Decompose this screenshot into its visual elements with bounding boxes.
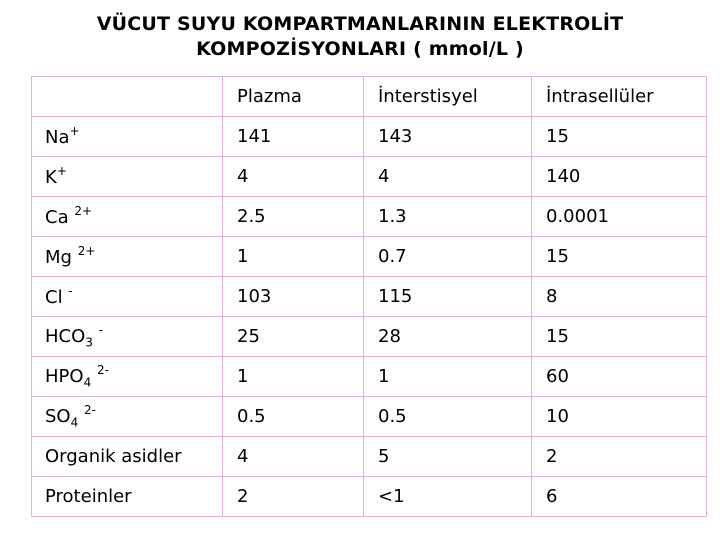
ion-charge: 2+ [74,204,93,218]
ion-charge: 2+ [77,244,96,258]
title-line-1: VÜCUT SUYU KOMPARTMANLARININ ELEKTROLİT [96,13,624,35]
ion-cell [32,357,223,397]
ion-name: Cl [45,287,69,308]
ion-name: Ca [45,207,75,228]
ion-cell [32,157,223,197]
intrasellular-value: 2 [532,437,707,477]
table-row [32,277,707,317]
header-cell-empty [32,77,223,117]
ion-cell [32,317,223,357]
intrasellular-value: 10 [532,397,707,437]
table-row [32,317,707,357]
ion-name: HPO [45,365,84,387]
ion-cell [32,237,223,277]
interstisyel-value: 4 [364,157,532,197]
table-row [32,117,707,157]
table-row [32,157,707,197]
interstisyel-value: 1 [364,357,532,397]
plazma-value: 4 [223,437,364,477]
table-row [32,397,707,437]
ion-name: HCO [45,325,86,347]
intrasellular-value: 15 [532,237,707,277]
interstisyel-value: 1.3 [364,197,532,237]
plazma-value: 103 [223,277,364,317]
ion-charge: - [68,284,73,298]
intrasellular-value: 8 [532,277,707,317]
intrasellular-value: 6 [532,477,707,517]
ion-cell [32,277,223,317]
plazma-value: 25 [223,317,364,357]
table-header-row [32,77,707,117]
plazma-value: 2.5 [223,197,364,237]
header-cell-intrasellular: İntrasellüler [532,77,707,117]
ion-name: SO [45,405,71,427]
header-cell-plazma: Plazma [223,77,364,117]
plazma-value: 0.5 [223,397,364,437]
plazma-value: 4 [223,157,364,197]
interstisyel-value: <1 [364,477,532,517]
ion-charge: + [56,164,67,178]
ion-cell [32,437,223,477]
ion-name: Mg [45,247,78,268]
intrasellular-value: 140 [532,157,707,197]
ion-subscript: 3 [85,335,93,350]
ion-cell [32,477,223,517]
interstisyel-value: 143 [364,117,532,157]
table-row [32,357,707,397]
plazma-value: 1 [223,357,364,397]
table-row [32,237,707,277]
ion-subscript: 4 [83,375,92,390]
electrolyte-table [31,76,707,517]
table-row [32,437,707,477]
ion-cell [32,397,223,437]
header-cell-interstisyel: İnterstisyel [364,77,532,117]
table-row [32,477,707,517]
intrasellular-value: 0.0001 [532,197,707,237]
intrasellular-value: 15 [532,317,707,357]
title-line-2: KOMPOZİSYONLARI ( mmol/L ) [196,38,524,60]
ion-charge: 2- [96,362,109,377]
intrasellular-value: 15 [532,117,707,157]
interstisyel-value: 0.5 [364,397,532,437]
ion-cell [32,197,223,237]
table-row [32,197,707,237]
ion-cell [32,117,223,157]
plazma-value: 1 [223,237,364,277]
ion-name: Na [45,127,70,148]
ion-name: Proteinler [45,486,132,507]
plazma-value: 2 [223,477,364,517]
interstisyel-value: 115 [364,277,532,317]
intrasellular-value: 60 [532,357,707,397]
table-body [32,77,707,517]
ion-subscript: 4 [70,415,79,430]
interstisyel-value: 0.7 [364,237,532,277]
plazma-value: 141 [223,117,364,157]
ion-charge: + [69,124,80,138]
interstisyel-value: 5 [364,437,532,477]
ion-charge: - [98,322,103,337]
page-title [0,12,720,62]
interstisyel-value: 28 [364,317,532,357]
ion-charge: 2- [83,402,96,417]
ion-name: Organik asidler [45,446,182,467]
ion-name: K [45,167,57,188]
